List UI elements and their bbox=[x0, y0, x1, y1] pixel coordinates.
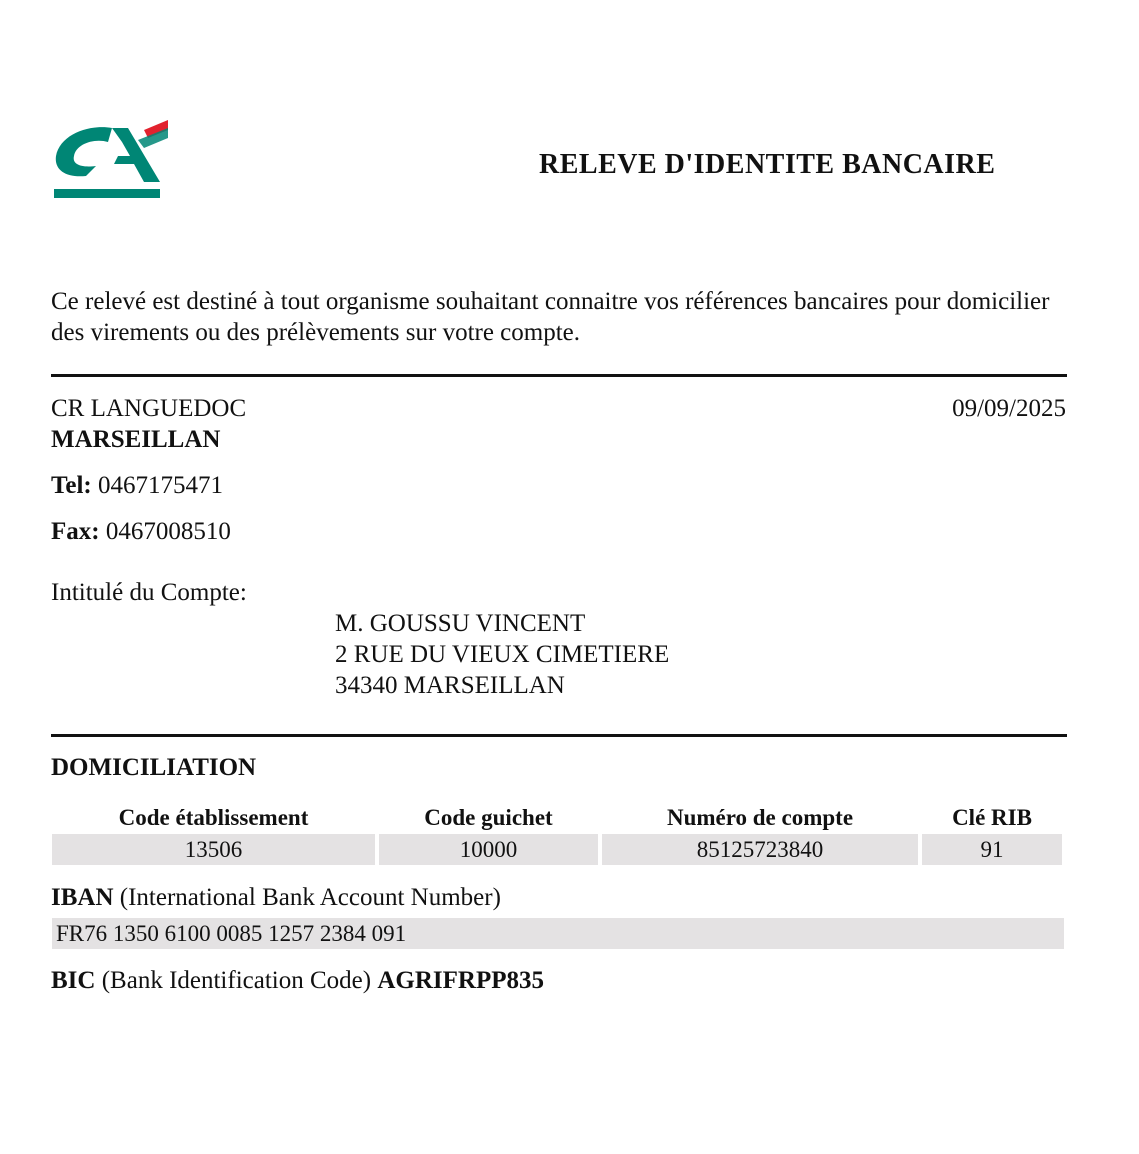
divider-top bbox=[51, 374, 1067, 377]
bic-desc: (Bank Identification Code) bbox=[101, 967, 372, 994]
bic-value: AGRIFRPP835 bbox=[377, 967, 544, 994]
header-cle-rib: Clé RIB bbox=[952, 805, 1032, 830]
domiciliation-title: DOMICILIATION bbox=[51, 754, 257, 781]
agency-branch: MARSEILLAN bbox=[51, 426, 221, 453]
iban-value: FR76 1350 6100 0085 1257 2384 091 bbox=[52, 918, 1064, 949]
value-code-etablissement: 13506 bbox=[52, 834, 375, 865]
credit-agricole-logo bbox=[52, 116, 172, 202]
divider-middle bbox=[51, 734, 1067, 737]
account-city: 34340 MARSEILLAN bbox=[335, 672, 565, 699]
account-street: 2 RUE DU VIEUX CIMETIERE bbox=[335, 641, 670, 668]
agency-fax bbox=[51, 516, 231, 547]
tel-label: Tel: bbox=[51, 472, 92, 499]
rib-header-row bbox=[52, 802, 1066, 834]
value-code-guichet: 10000 bbox=[379, 834, 598, 865]
account-address bbox=[335, 608, 669, 701]
iban-heading bbox=[51, 884, 501, 912]
rib-table bbox=[52, 802, 1066, 865]
account-holder: M. GOUSSU VINCENT bbox=[335, 610, 586, 637]
iban-label: IBAN bbox=[51, 884, 114, 911]
bic-line bbox=[51, 967, 544, 995]
rib-value-row bbox=[52, 834, 1066, 865]
account-label: Intitulé du Compte: bbox=[51, 579, 247, 606]
tel-value: 0467175471 bbox=[98, 472, 223, 499]
agency-tel bbox=[51, 470, 223, 501]
header-code-guichet: Code guichet bbox=[424, 805, 553, 830]
bic-label: BIC bbox=[51, 967, 96, 994]
header-numero-compte: Numéro de compte bbox=[666, 805, 854, 830]
iban-desc: (International Bank Account Number) bbox=[119, 884, 501, 911]
fax-label: Fax: bbox=[51, 518, 100, 545]
intro-text: Ce relevé est destiné à tout organisme souhaitant connaitre vos références bancaires pour domicilier des virements ou des prélèvements sur votre compte. bbox=[51, 288, 1050, 346]
agency-region: CR LANGUEDOC bbox=[51, 395, 247, 422]
value-numero-compte: 85125723840 bbox=[602, 834, 918, 865]
statement-date: 09/09/2025 bbox=[952, 395, 1066, 422]
page-title: RELEVE D'IDENTITE BANCAIRE bbox=[539, 149, 996, 180]
fax-value: 0467008510 bbox=[105, 518, 231, 545]
value-cle-rib: 91 bbox=[922, 834, 1062, 865]
header-code-etablissement: Code établissement bbox=[118, 805, 309, 830]
